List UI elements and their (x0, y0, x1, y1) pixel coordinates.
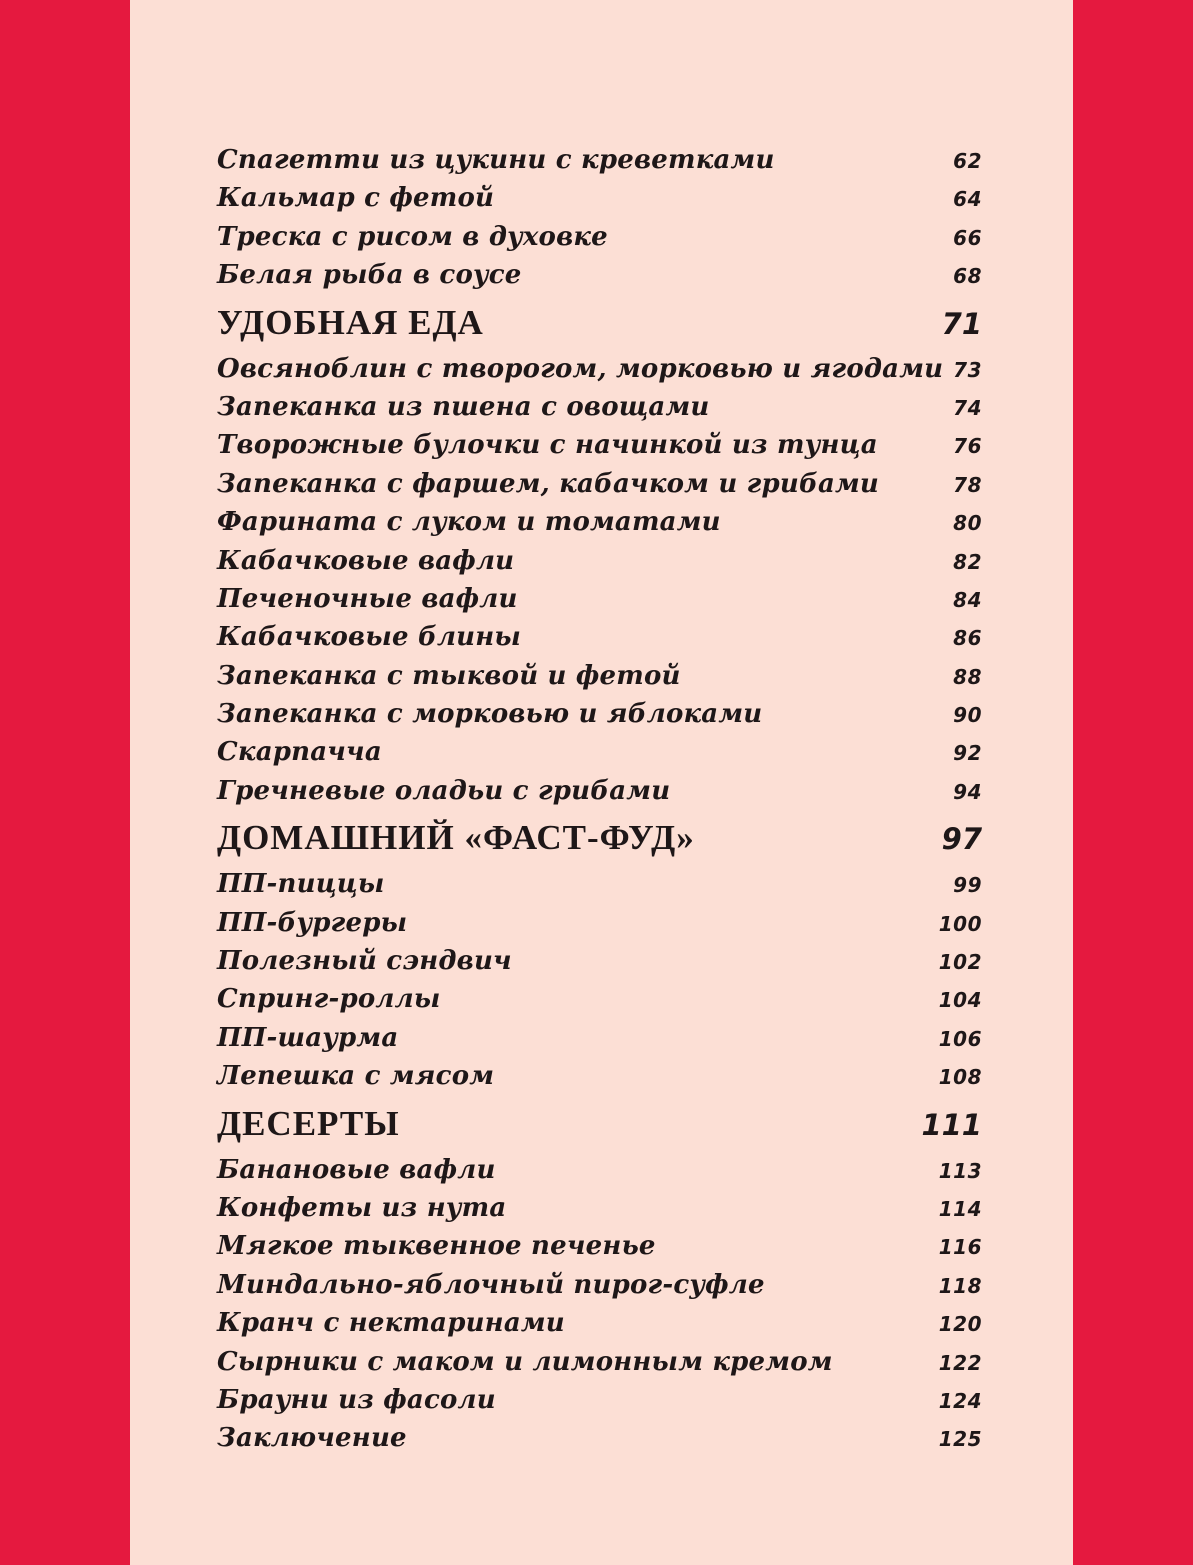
entry-page-number: 99 (953, 873, 982, 898)
entry-title: ПП-шаурма (217, 1022, 399, 1053)
toc-entry (217, 388, 982, 426)
entry-page-number: 80 (953, 511, 982, 536)
entry-page-number: 74 (953, 395, 982, 420)
left-red-band (0, 0, 130, 1565)
entry-page-number: 116 (938, 1235, 982, 1260)
entry-title: Белая рыба в соусе (217, 260, 522, 291)
entry-title: Сырники с маком и лимонным кремом (217, 1346, 833, 1377)
toc-section-heading (217, 298, 982, 347)
toc-entry (217, 1381, 982, 1419)
toc-entry (217, 256, 982, 294)
entry-page-number: 118 (938, 1273, 982, 1298)
toc-entry (217, 1266, 982, 1304)
entry-page-number: 102 (938, 950, 982, 975)
entry-page-number: 90 (953, 703, 982, 728)
entry-title: Кальмар с фетой (217, 183, 495, 214)
toc-entry (217, 904, 982, 942)
table-of-contents (217, 141, 982, 1458)
entry-title: Запеканка из пшена с овощами (217, 391, 710, 422)
toc-section-heading (217, 1099, 982, 1148)
entry-page-number: 68 (953, 264, 982, 289)
entry-page-number: 94 (953, 779, 982, 804)
right-red-band (1073, 0, 1193, 1565)
toc-entry (217, 1227, 982, 1265)
entry-title: Лепешка с мясом (217, 1061, 495, 1092)
entry-page-number: 64 (953, 187, 982, 212)
section-title: ДЕСЕРТЫ (217, 1103, 400, 1143)
entry-page-number: 122 (938, 1350, 982, 1375)
entry-page-number: 120 (938, 1312, 982, 1337)
entry-title: Скарпачча (217, 737, 382, 768)
toc-entry (217, 1189, 982, 1227)
entry-title: Банановые вафли (217, 1154, 496, 1185)
section-title: ДОМАШНИЙ «ФАСТ-ФУД» (217, 818, 695, 858)
toc-entry (217, 179, 982, 217)
toc-section-heading (217, 813, 982, 862)
toc-entry (217, 865, 982, 903)
entry-title: Кабачковые блины (217, 622, 522, 653)
toc-entry (217, 1019, 982, 1057)
entry-title: Гречневые оладьи с грибами (217, 775, 671, 806)
toc-entry (217, 733, 982, 771)
section-page-number: 71 (941, 306, 982, 341)
section-title: УДОБНАЯ ЕДА (217, 302, 484, 342)
toc-entry (217, 426, 982, 464)
toc-entry (217, 1343, 982, 1381)
toc-entry (217, 580, 982, 618)
entry-page-number: 124 (938, 1388, 982, 1413)
toc-page (130, 0, 1073, 1565)
entry-page-number: 66 (953, 225, 982, 250)
entry-title: Спагетти из цукини с креветками (217, 145, 775, 175)
entry-title: Брауни из фасоли (217, 1384, 496, 1415)
toc-entry (217, 141, 982, 179)
entry-title: Мягкое тыквенное печенье (217, 1231, 656, 1262)
toc-entry (217, 1057, 982, 1095)
entry-title: Кабачковые вафли (217, 545, 515, 576)
entry-page-number: 62 (953, 149, 982, 173)
toc-entry (217, 618, 982, 656)
entry-title: Спринг-роллы (217, 984, 441, 1015)
toc-entry (217, 218, 982, 256)
entry-title: ПП-пиццы (217, 869, 385, 900)
entry-page-number: 88 (953, 664, 982, 689)
section-page-number: 111 (921, 1107, 982, 1142)
entry-title: Запеканка с фаршем, кабачком и грибами (217, 468, 880, 499)
entry-title: Овсяноблин с творогом, морковью и ягодами (217, 353, 944, 384)
entry-page-number: 73 (953, 357, 982, 382)
toc-entry (217, 942, 982, 980)
toc-entry (217, 657, 982, 695)
toc-entry (217, 980, 982, 1018)
entry-page-number: 108 (938, 1065, 982, 1090)
entry-title: Печеночные вафли (217, 583, 518, 614)
entry-page-number: 84 (953, 587, 982, 612)
entry-page-number: 76 (953, 434, 982, 459)
entry-title: Запеканка с тыквой и фетой (217, 660, 681, 691)
entry-page-number: 113 (938, 1158, 982, 1183)
entry-title: ПП-бургеры (217, 907, 408, 938)
section-page-number: 97 (941, 822, 982, 857)
toc-entry (217, 465, 982, 503)
toc-entry (217, 542, 982, 580)
entry-title: Заключение (217, 1423, 407, 1454)
entry-page-number: 82 (953, 549, 982, 574)
toc-entry (217, 695, 982, 733)
entry-title: Полезный сэндвич (217, 946, 512, 977)
entry-title: Творожные булочки с начинкой из тунца (217, 430, 878, 461)
entry-title: Кранч с нектаринами (217, 1308, 565, 1339)
toc-entry (217, 772, 982, 810)
toc-entry (217, 1419, 982, 1457)
entry-title: Конфеты из нута (217, 1192, 507, 1223)
entry-page-number: 114 (938, 1196, 982, 1221)
toc-entry (217, 350, 982, 388)
entry-page-number: 78 (953, 472, 982, 497)
entry-title: Треска с рисом в духовке (217, 221, 608, 252)
entry-page-number: 92 (953, 741, 982, 766)
entry-page-number: 100 (938, 911, 982, 936)
toc-entry (217, 1304, 982, 1342)
entry-title: Запеканка с морковью и яблоками (217, 699, 763, 730)
entry-title: Фарината с луком и томатами (217, 507, 721, 538)
entry-page-number: 106 (938, 1026, 982, 1051)
entry-page-number: 104 (938, 988, 982, 1013)
entry-page-number: 86 (953, 626, 982, 651)
toc-entry (217, 1151, 982, 1189)
entry-page-number: 125 (938, 1427, 982, 1452)
toc-entry (217, 503, 982, 541)
entry-title: Миндально-яблочный пирог-суфле (217, 1269, 765, 1300)
